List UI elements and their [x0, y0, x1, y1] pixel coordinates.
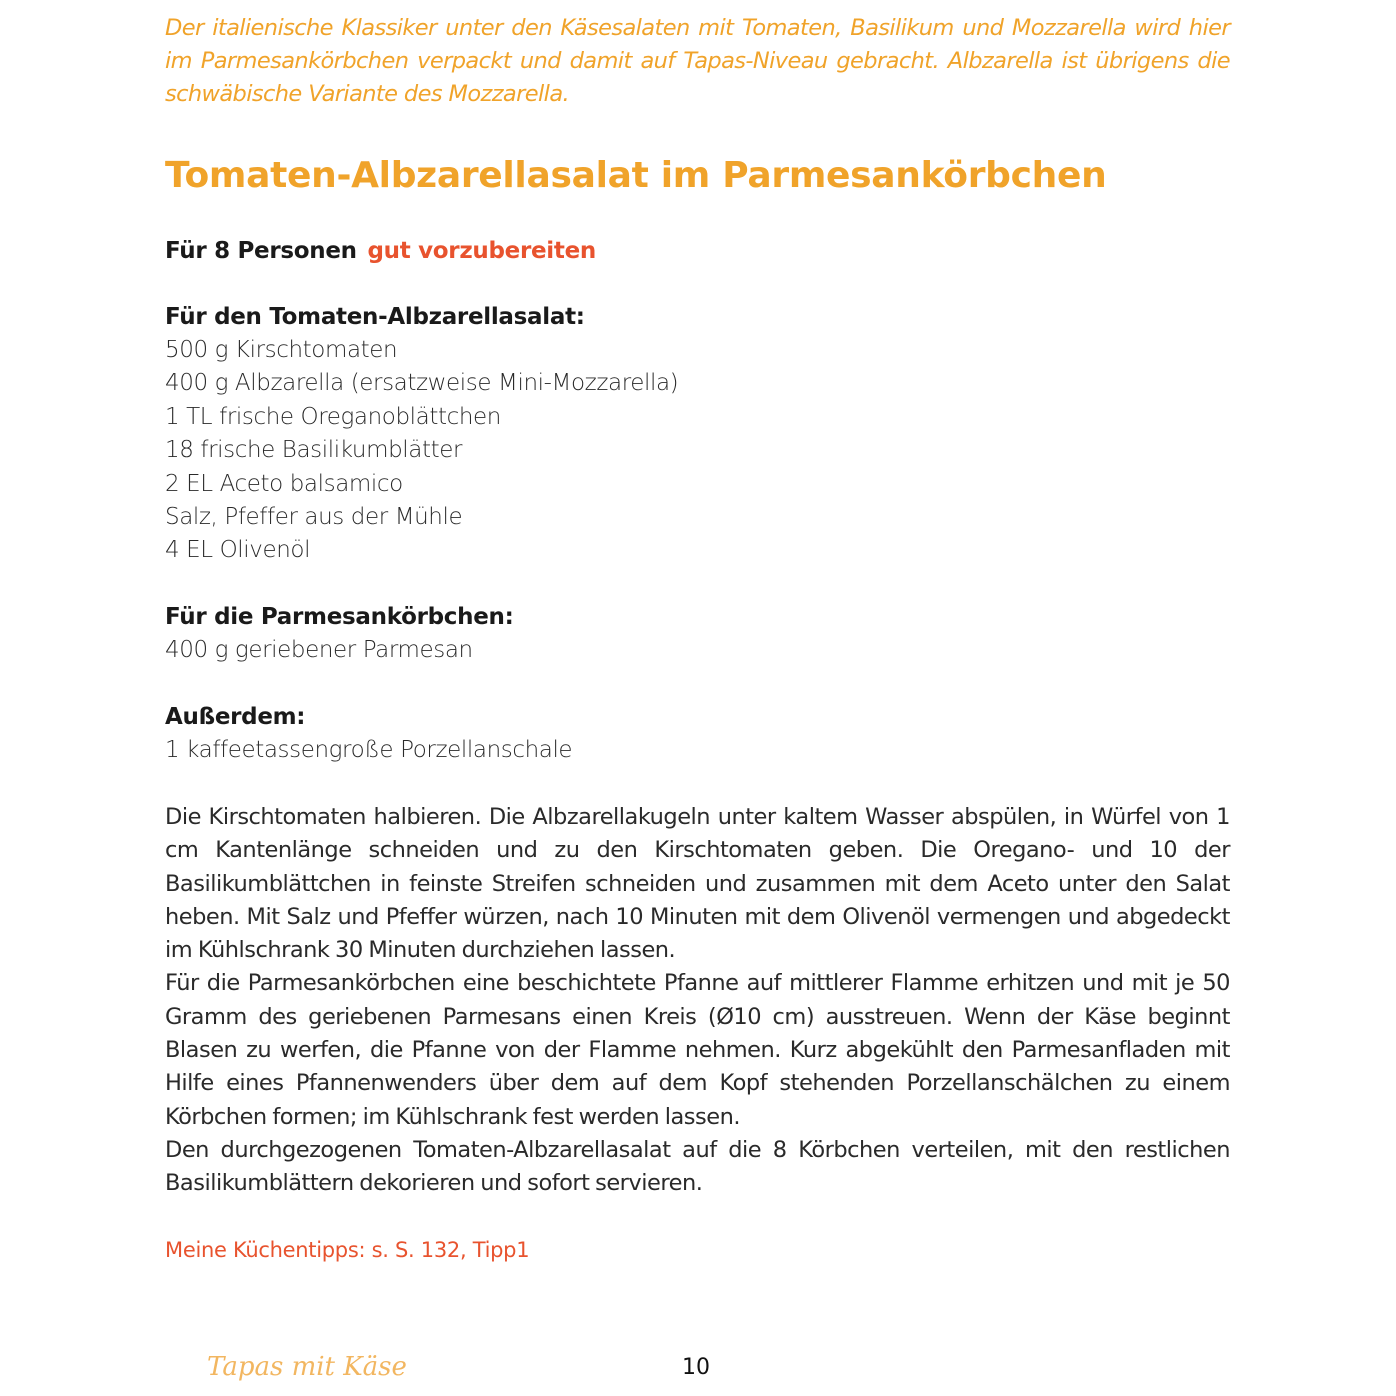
instruction-paragraph: Den durchgezogenen Tomaten-Albzarellasalat auf die 8 Körbchen verteilen, mit den restlichen Basilikumblättern dekorieren und sofort servieren.: [165, 1136, 1230, 1197]
ingredient-item: 2 EL Aceto balsamico: [165, 470, 403, 497]
recipe-title: Tomaten-Albzarellasalat im Parmesankörbchen: [165, 155, 1107, 196]
section-heading: Für den Tomaten-Albzarellasalat:: [165, 304, 585, 330]
ingredient-item: 500 g Kirschtomaten: [165, 337, 398, 363]
instruction-paragraph: Für die Parmesankörbchen eine beschichtete Pfanne auf mittlerer Flamme erhitzen und mit je 50 Gramm des geriebenen Parmesans einen Kreis (Ø10 cm) ausstreuen. Wenn der Käse beginnt Blasen zu werfen, die Pfanne von der Flamme nehmen. Kurz abgekühlt den Parmesanfladen mit Hilfe eines Pfannenwenders über dem auf dem Kopf stehenden Porzellanschälchen zu einem Körbchen formen; im Kühlschrank fest werden lassen.: [165, 970, 1230, 1130]
ingredient-item: 1 TL frische Oreganoblättchen: [165, 403, 501, 430]
kitchen-tips-reference: Meine Küchentipps: s. S. 132, Tipp1: [165, 1238, 530, 1262]
page-number: 10: [682, 1355, 710, 1380]
ingredient-list: [165, 734, 1230, 767]
servings-label: Für 8 Personen: [165, 238, 357, 264]
ingredient-item: Salz, Pfeffer aus der Mühle: [165, 504, 463, 531]
instructions: [165, 801, 1230, 1201]
ingredient-list: [165, 634, 1230, 667]
ingredient-item: 400 g Albzarella (ersatzweise Mini-Mozzarella): [165, 370, 679, 397]
section-heading: Außerdem:: [165, 704, 306, 730]
ingredient-item: 400 g geriebener Parmesan: [165, 637, 473, 663]
ingredient-list: [165, 334, 1230, 568]
footer-book-title: Tapas mit Käse: [207, 1352, 407, 1382]
instruction-paragraph: Die Kirschtomaten halbieren. Die Albzarellakugeln unter kaltem Wasser abspülen, in Würfel von 1 cm Kantenlänge schneiden und zu den Kirschtomaten geben. Die Oregano- und 10 der Basilikumblättchen in feinste Streifen schneiden und zusammen mit dem Aceto unter den Salat heben. Mit Salz und Pfeffer würzen, nach 10 Minuten mit dem Olivenöl vermengen und abgedeckt im Kühlschrank 30 Minuten durchziehen lassen.: [165, 804, 1230, 964]
ingredients-baskets: [165, 601, 1230, 667]
ingredients-extra: [165, 701, 1230, 767]
ingredient-item: 18 frische Basilikumblätter: [165, 437, 463, 464]
ingredient-item: 4 EL Olivenöl: [165, 537, 311, 564]
prep-ahead-tag: gut vorzubereiten: [367, 238, 596, 264]
section-heading: Für die Parmesankörbchen:: [165, 604, 514, 630]
ingredient-item: 1 kaffeetassengroße Porzellanschale: [165, 737, 573, 763]
servings-line: [165, 234, 596, 268]
intro-text: Der italienische Klassiker unter den Käsesalaten mit Tomaten, Basilikum und Mozzarella wird hier im Parmesankörbchen verpackt und damit auf Tapas-Niveau gebracht. Albzarella ist übrigens die schwäbische Variante des Mozzarella.: [165, 15, 1230, 107]
ingredients-salad: [165, 301, 1230, 568]
